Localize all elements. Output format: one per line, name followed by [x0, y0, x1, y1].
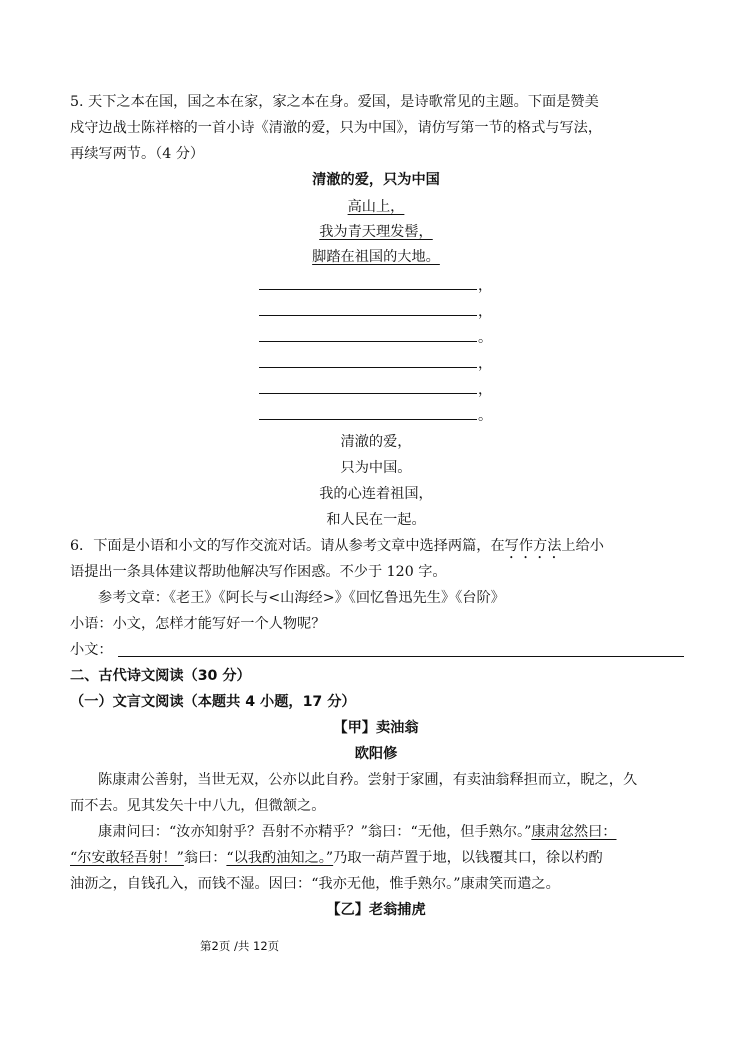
answer-blank-5-punct: ， — [478, 382, 493, 398]
q6-xiaoyu-question: 小语：小文，怎样才能写好一个人物呢？ — [70, 616, 326, 632]
q6-reference-articles: 参考文章：《老王》《阿长与<山海经>》《回忆鲁迅先生》《台阶》 — [98, 590, 505, 606]
passage-jia-author: 欧阳修 — [354, 746, 398, 762]
passage-jia-p2-line-1: 康肃问曰：“汝亦知射乎？吾射不亦精乎？”翁曰：“无他，但手熟尔。”康肃忿然曰： — [98, 824, 617, 840]
q6-line-2: 语提出一条具体建议帮助他解决写作困惑。不少于 120 字。 — [70, 564, 447, 580]
passage-yi-title: 【乙】老翁捕虎 — [326, 902, 426, 918]
passage-jia-p2-line-2: “尔安敢轻吾射！”翁曰：“以我酌油知之。”乃取一葫芦置于地，以钱覆其口，徐以杓酌 — [70, 850, 603, 866]
passage-jia-title: 【甲】卖油翁 — [333, 720, 419, 736]
poem-title: 清澈的爱，只为中国 — [312, 172, 440, 188]
answer-blank-6-punct: 。 — [478, 408, 493, 424]
answer-blank-1[interactable] — [259, 289, 477, 290]
answer-blank-4-punct: ， — [478, 356, 493, 372]
poem-stanza1-line-1: 高山上， — [347, 199, 405, 215]
section-2-sub-heading: （一）文言文阅读（本题共 4 小题，17 分） — [70, 694, 356, 710]
poem-ending-line-2: 只为中国。 — [340, 460, 412, 476]
q6-xiaowen-label: 小文： — [70, 642, 113, 658]
poem-stanza1-line-3: 脚踏在祖国的大地。 — [312, 249, 440, 265]
passage-jia-p1-line-1: 陈康肃公善射，当世无双，公亦以此自矜。尝射于家圃，有卖油翁释担而立，睨之，久 — [98, 772, 638, 788]
poem-ending-line-3: 我的心连着祖国， — [319, 486, 433, 502]
passage-jia-p2-line-3: 油沥之，自钱孔入，而钱不湿。因曰：“我亦无他，惟手熟尔。”康肃笑而遣之。 — [70, 876, 560, 892]
answer-blank-6[interactable] — [259, 419, 477, 420]
answer-blank-5[interactable] — [259, 393, 477, 394]
q5-line-2: 戍守边战士陈祥榕的一首小诗《清澈的爱，只为中国》，请仿写第一节的格式与写法， — [70, 120, 603, 136]
poem-ending-line-1: 清澈的爱， — [340, 434, 412, 450]
answer-blank-2-punct: ， — [478, 304, 493, 320]
page-footer: 第2页 /共 12页 — [200, 939, 280, 953]
answer-blank-1-punct: ， — [478, 278, 493, 294]
poem-ending-line-4: 和人民在一起。 — [326, 512, 426, 528]
answer-blank-3[interactable] — [259, 341, 477, 342]
section-2-heading: 二、古代诗文阅读（30 分） — [70, 668, 251, 684]
answer-blank-2[interactable] — [259, 315, 477, 316]
passage-jia-p1-line-2: 而不去。见其发矢十中八九，但微颔之。 — [70, 798, 326, 814]
q5-line-3: 再续写两节。（4 分） — [70, 146, 205, 162]
answer-blank-3-punct: 。 — [478, 330, 493, 346]
poem-stanza1-line-2: 我为青天理发髻， — [319, 224, 433, 240]
answer-blank-4[interactable] — [259, 367, 477, 368]
q6-answer-line[interactable] — [118, 656, 684, 657]
q5-line-1: 5. 天下之本在国，国之本在家，家之本在身。爱国，是诗歌常见的主题。下面是赞美 — [70, 94, 599, 110]
q6-emphasis: 写作方法 — [504, 538, 562, 554]
q6-line-1: 6．下面是小语和小文的写作交流对话。请从参考文章中选择两篇，在写作方法上给小 — [70, 538, 604, 554]
